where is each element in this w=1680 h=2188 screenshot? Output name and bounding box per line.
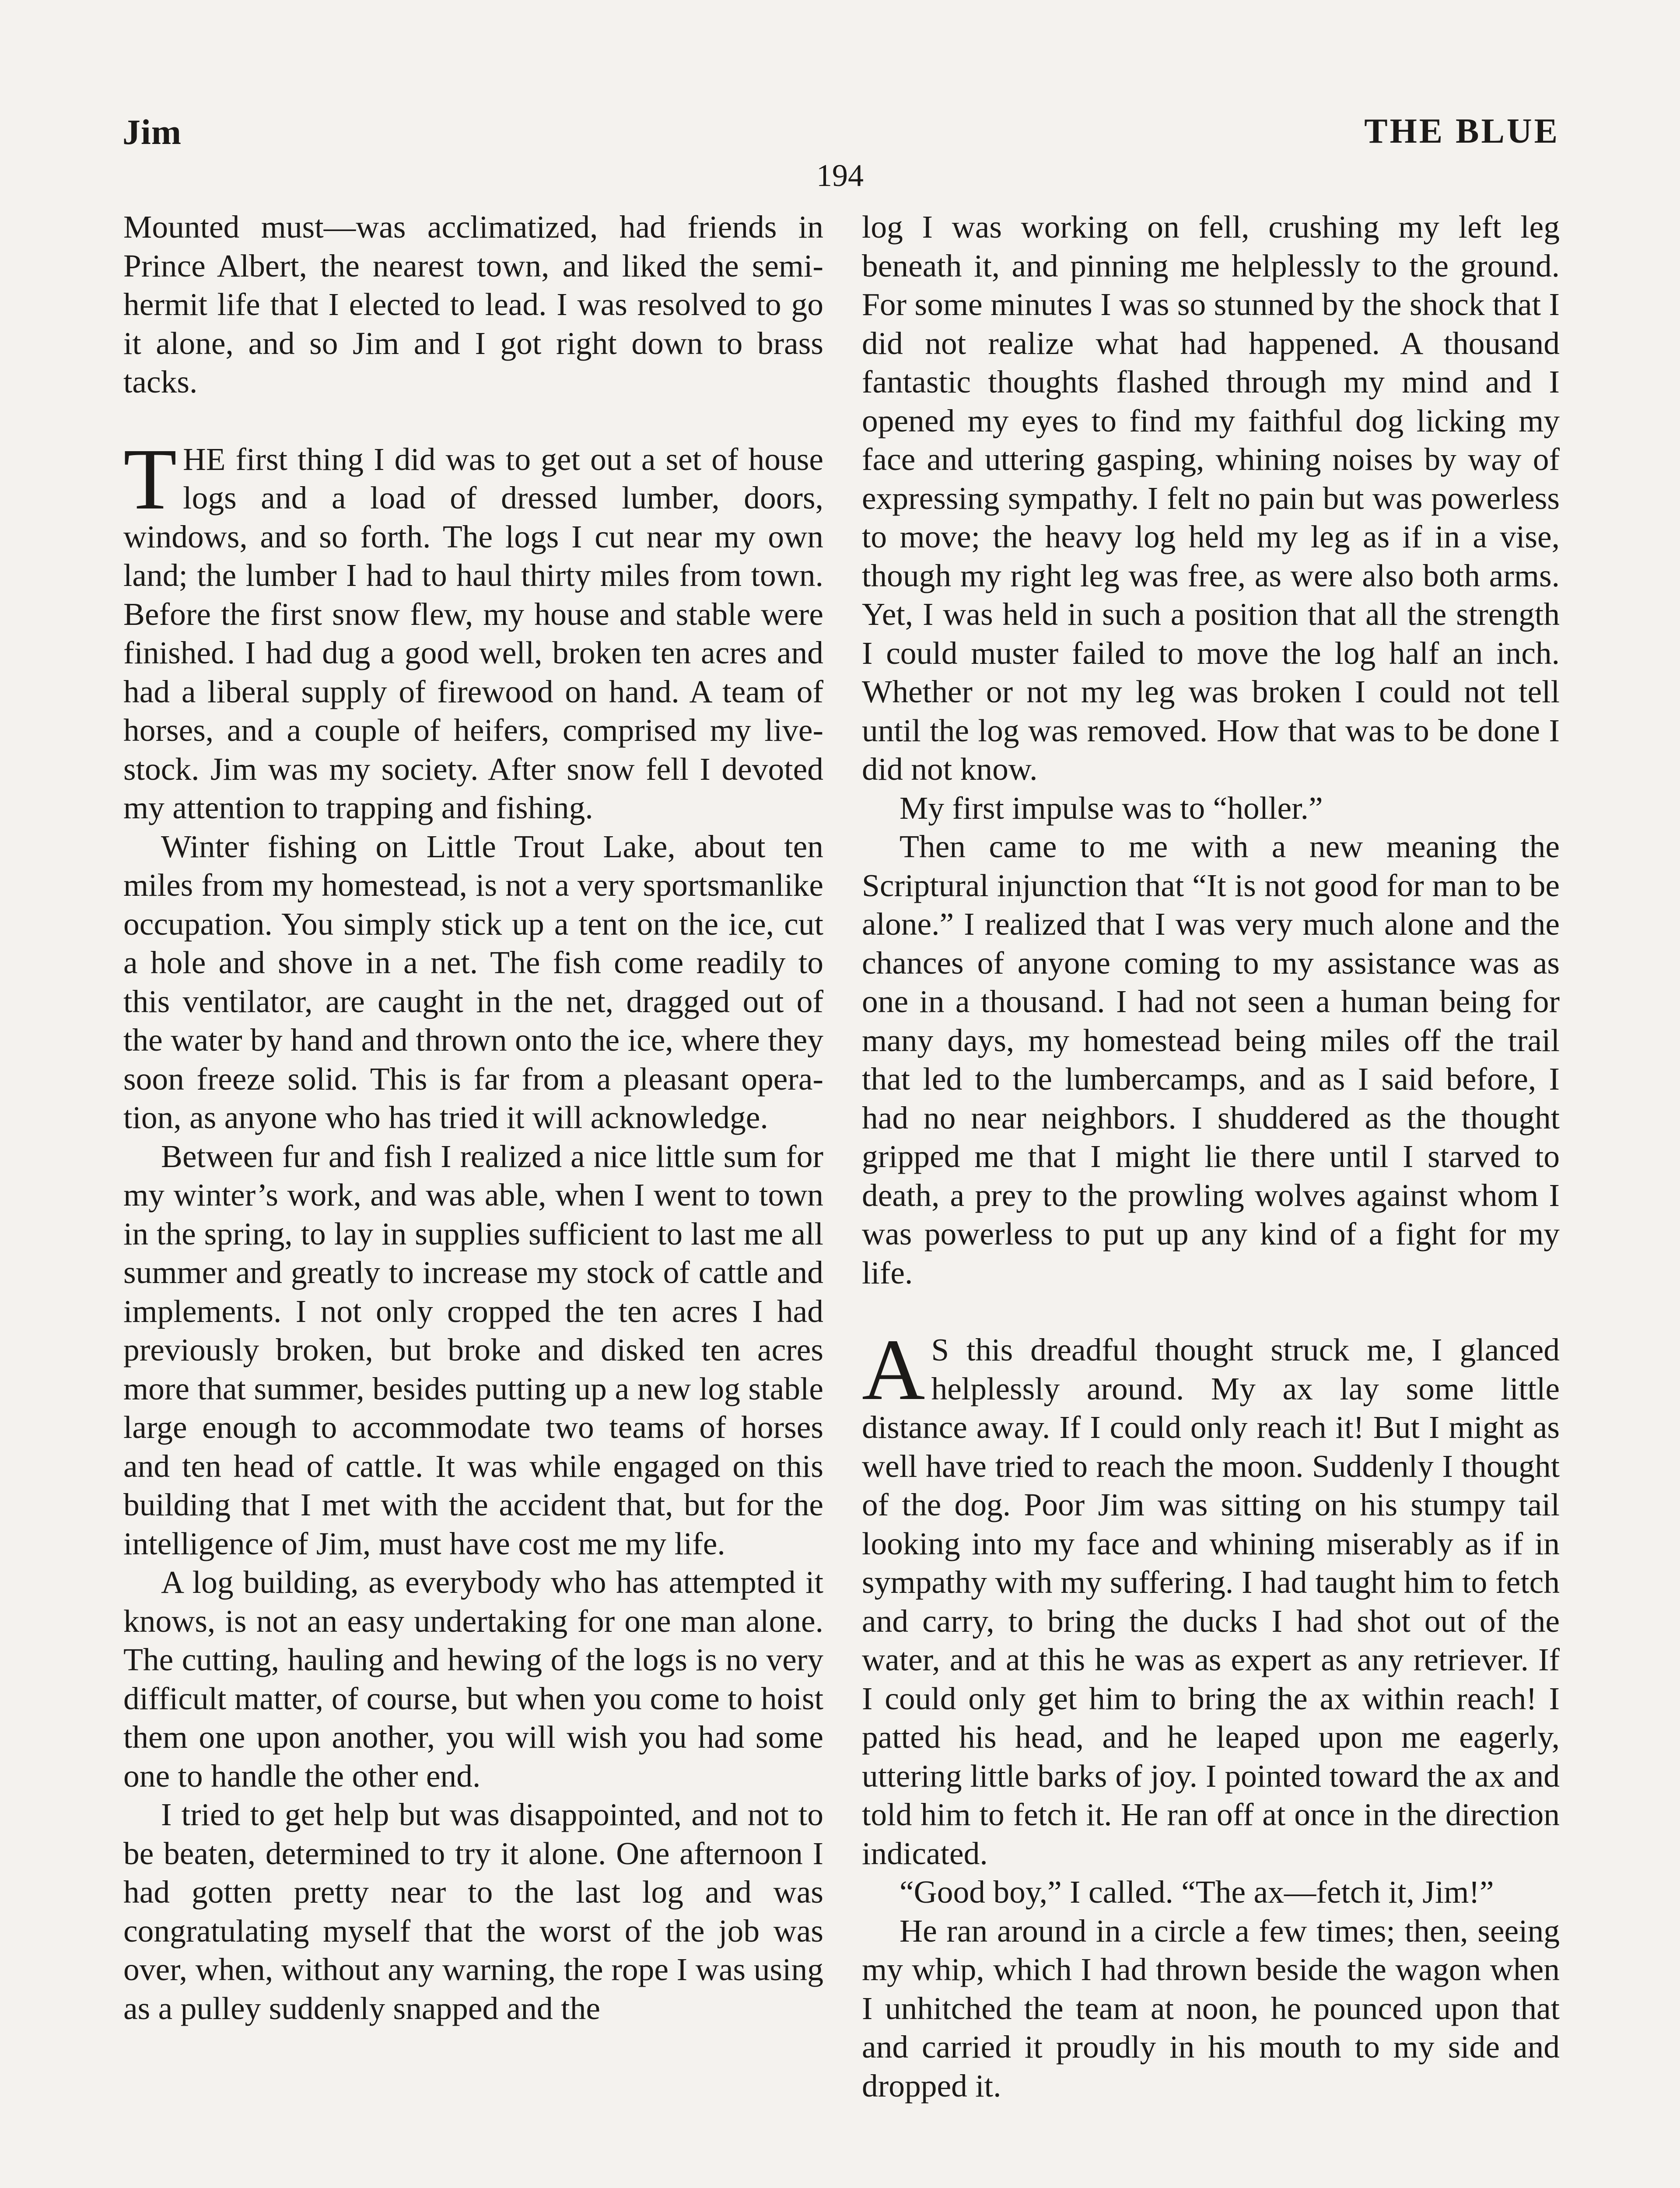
paragraph: He ran around in a circle a few times; then, seeing my whip, which I had thrown beside the wagon when I unhitched the team at noon, he pounced upon that and carried it proudly in his mouth to my side and dropped it. (862, 1913, 1560, 2104)
paragraph: Between fur and fish I realized a nice little sum for my winter’s work, and was able, when I went to town in the spring, to lay in supplies sufficient to last me all summer and greatly to increase my stock of cattle and implements. I not only cropped the ten acres I had previously broken, but broke and disked ten acres more that summer, besides putting up a new log stable large enough to accommodate two teams of horses and ten head of cattle. It was while engaged on this building that I met with the accident that, but for the intelligence of Jim, must have cost me my life. (123, 1138, 823, 1561)
paragraph-text: this dreadful thought struck me, I glanced helplessly around. My ax lay some little distance away. If I could only reach it! But I might as well have tried to reach the moon. Suddenly I thought of the dog. Poor Jim was sitting on his stumpy tail looking into my face and whining miserably as if in sympathy with my suffering. I had taught him to fetch and carry, to bring the ducks I had shot out of the water, and at this he was as expert as any retriever. If I could only get him to bring the ax within reach! I patted his head, and he leaped upon me eagerly, uttering little barks of joy. I pointed toward the ax and told him to fetch it. He ran off at once in the direction indicated. (862, 1332, 1560, 1871)
running-head-magazine-title: THE BLUE (1364, 112, 1560, 151)
section-start-paragraph (862, 1322, 1560, 1873)
page-number: 194 (816, 158, 864, 193)
paragraph: Then came to me with a new meaning the Scriptural injunction that “It is not good for man to be alone.” I realized that I was very much alone and the chances of anyone coming to my assistance was as one in a thousand. I had not seen a human being for many days, my homestead being miles off the trail that led to the lumbercamps, and as I said before, I had no near neighbors. I shuddered as the thought gripped me that I might lie there until I starved to death, a prey to the prowling wolves against whom I was powerless to put up any kind of a fight for my life. (862, 829, 1560, 1290)
paragraph: Winter fishing on Little Trout Lake, about ten miles from my homestead, is not a very sportsmanlike occupation. You simply stick up a tent on the ice, cut a hole and shove in a net. The fish come readily to this ventilator, are caught in the net, dragged out of the water by hand and thrown onto the ice, where they soon freeze solid. This is far from a pleasant operation, as anyone who has tried it will acknowledge. (123, 828, 823, 1135)
small-caps-lead: HE (183, 441, 226, 477)
section-start-paragraph (123, 431, 823, 828)
paragraph: A log building, as everybody who has attempted it knows, is not an easy undertaking for one man alone. The cutting, hauling and hewing of the logs is no very difficult matter, of course, but when you come to hoist them one upon another, you will wish you had some one to handle the other end. (123, 1564, 823, 1794)
left-column (123, 208, 823, 2028)
running-head-story-title: Jim (122, 112, 182, 152)
drop-cap: A (862, 1322, 925, 1418)
paragraph: Mounted must—was acclimatized, had friends in Prince Albert, the nearest town, and liked the semi-hermit life that I elected to lead. I was resolved to go it alone, and so Jim and I got right down to brass tacks. (123, 209, 823, 400)
small-caps-lead: S (931, 1332, 949, 1368)
right-column (862, 208, 1560, 2105)
paragraph: I tried to get help but was disappointed, and not to be beaten, determined to try it alone. One afternoon I had gotten pretty near to the last log and was congratulating myself that the worst of the job was over, when, without any warning, the rope I was using as a pulley suddenly snapped and the (123, 1797, 823, 2026)
paragraph: “Good boy,” I called. “The ax—fetch it, Jim!” (900, 1874, 1494, 1910)
paragraph: log I was working on fell, crushing my left leg beneath it, and pinning me helplessly to the ground. For some minutes I was so stunned by the shock that I did not realize what had happened. A thousand fantastic thoughts flashed through my mind and I opened my eyes to find my faithful dog licking my face and uttering gasping, whining noises by way of expressing sympathy. I felt no pain but was powerless to move; the heavy log held my leg as if in a vise, though my right leg was free, as were also both arms. Yet, I was held in such a position that all the strength I could muster failed to move the log half an inch. Whether or not my leg was broken I could not tell until the log was removed. How that was to be done I did not know. (862, 209, 1560, 787)
paragraph: My first impulse was to “holler.” (900, 790, 1323, 826)
drop-cap: T (123, 431, 177, 528)
paragraph-text: first thing I did was to get out a set of house logs and a load of dressed lumber, doors, windows, and so forth. The logs I cut near my own land; the lumber I had to haul thirty miles from town. Before the first snow flew, my house and stable were finished. I had dug a good well, broken ten acres and had a liberal supply of firewood on hand. A team of horses, and a couple of heifers, comprised my livestock. Jim was my society. After snow fell I devoted my attention to trapping and fishing. (123, 441, 823, 825)
